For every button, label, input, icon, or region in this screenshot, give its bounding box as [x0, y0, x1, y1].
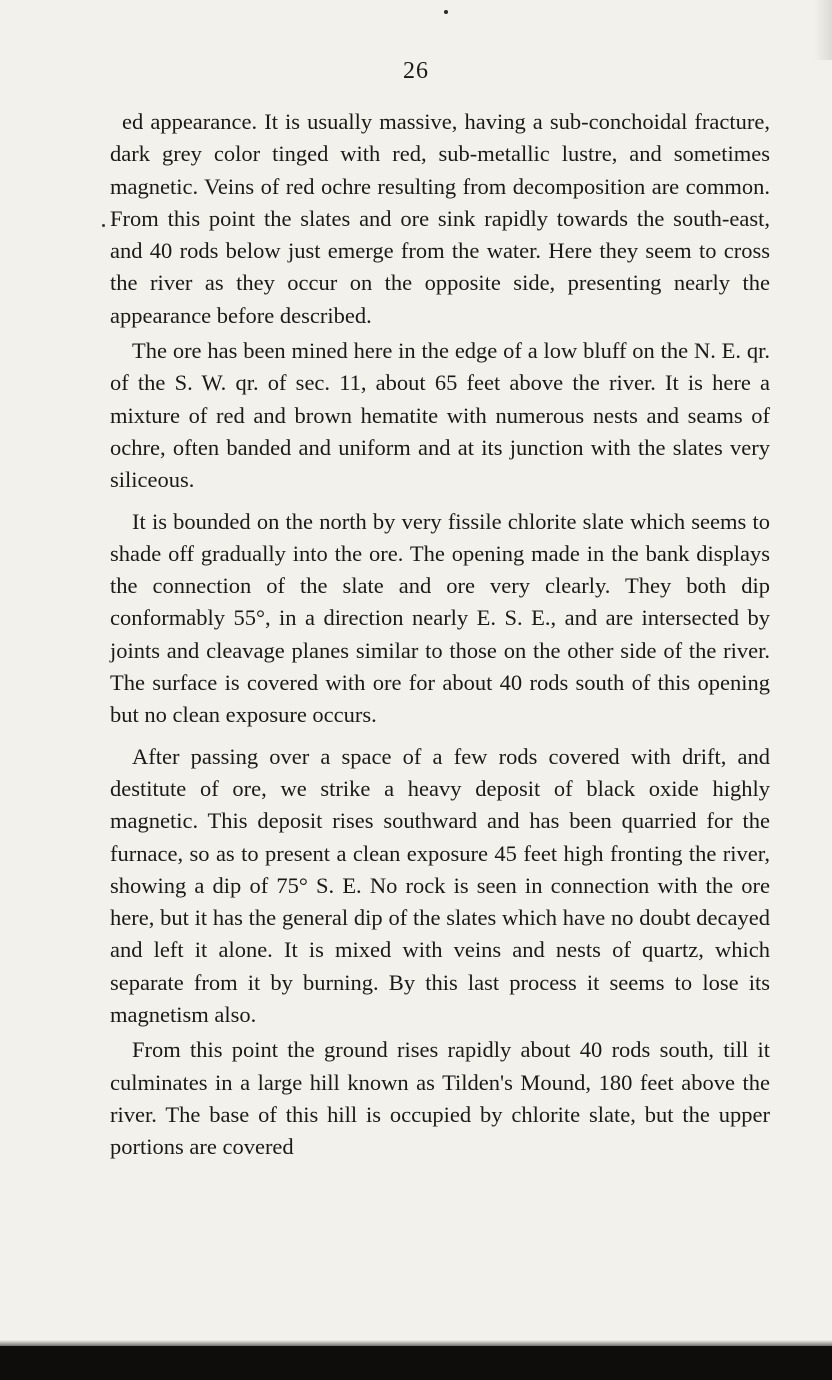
body-text — [110, 106, 770, 1164]
paragraph-ore-mined: The ore has been mined here in the edge of a low bluff on the N. E. qr. of the S. W. qr. of sec. 11, about 65 feet above the river. It is here a mixture of red and brown hematite with numerous nests and seams of ochre, often banded and uniform and at its junction with the slates very siliceous. — [110, 338, 770, 493]
page-edge-shadow — [814, 0, 832, 60]
scan-bottom-border — [0, 1346, 832, 1380]
print-speck — [444, 10, 448, 14]
paragraph-continued: ed appearance. It is usually massive, having a sub-conchoidal fracture, dark grey color tinged with red, sub-metallic lustre, and sometimes magnetic. Veins of red ochre resulting from decomposition are common. From this point the slates and ore sink rapidly towards the south-east, and 40 rods below just emerge from the water. Here they seem to cross the river as they occur on the opposite side, presenting nearly the appearance before described. — [110, 109, 770, 328]
paragraph-black-oxide: After passing over a space of a few rods covered with drift, and destitute of ore, we strike a heavy deposit of black oxide highly magnetic. This deposit rises southward and has been quarried for the furnace, so as to present a clean exposure 45 feet high fronting the river, showing a dip of 75° S. E. No rock is seen in connection with the ore here, but it has the general dip of the slates which have no doubt decayed and left it alone. It is mixed with veins and nests of quartz, which separate from it by burning. By this last process it seems to lose its magnetism also. — [110, 743, 770, 1028]
paragraph-north-boundary: It is bounded on the north by very fissile chlorite slate which seems to shade off gradually into the ore. The opening made in the bank displays the connection of the slate and ore very clearly. They both dip conformably 55°, in a direction nearly E. S. E., and are intersected by joints and cleavage planes similar to those on the other side of the river. The surface is covered with ore for about 40 rods south of this opening but no clean exposure occurs. — [110, 508, 770, 728]
paragraph-tildens-mound: From this point the ground rises rapidly about 40 rods south, till it culminates in a large hill known as Tilden's Mound, 180 feet above the river. The base of this hill is occupied by chlorite slate, but the upper portions are covered — [110, 1037, 770, 1160]
print-speck — [102, 224, 105, 227]
page-number: 26 — [403, 58, 429, 84]
